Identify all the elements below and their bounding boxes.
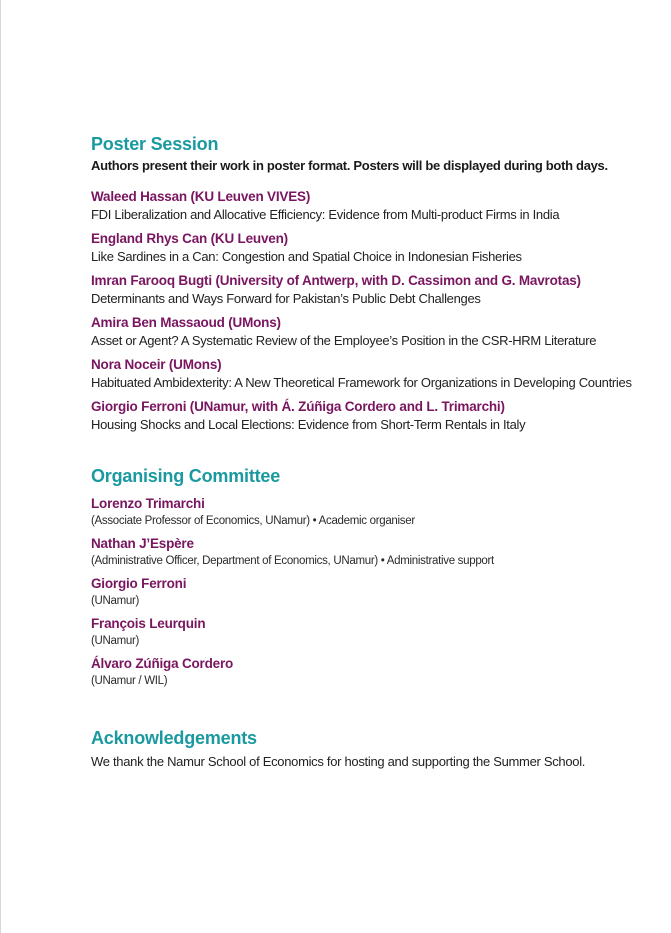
poster-title: Like Sardines in a Can: Congestion and Spatial Choice in Indonesian Fisheries [91, 249, 522, 264]
poster-author: England Rhys Can (KU Leuven) [91, 231, 288, 246]
committee-member [91, 534, 651, 569]
poster-author: Nora Noceir (UMons) [91, 357, 222, 372]
poster-entry [91, 397, 651, 434]
organising-committee-section [91, 465, 651, 689]
committee-member [91, 494, 651, 529]
poster-author: Waleed Hassan (KU Leuven VIVES) [91, 189, 311, 204]
poster-author: Giorgio Ferroni (UNamur, with Á. Zúñiga Cordero and L. Trimarchi) [91, 399, 505, 414]
acknowledgements-section [91, 727, 651, 771]
poster-entry [91, 355, 651, 392]
poster-title: Determinants and Ways Forward for Pakistan’s Public Debt Challenges [91, 291, 481, 306]
member-name: Giorgio Ferroni [91, 576, 187, 591]
organising-committee-heading: Organising Committee [91, 466, 281, 486]
committee-member [91, 574, 651, 609]
poster-session-intro: Authors present their work in poster format. Posters will be displayed during both days. [91, 158, 608, 173]
poster-entry [91, 187, 651, 224]
poster-entry [91, 229, 651, 266]
member-name: Lorenzo Trimarchi [91, 496, 205, 511]
committee-list [91, 494, 651, 689]
acknowledgements-heading: Acknowledgements [91, 728, 257, 748]
poster-list [91, 187, 651, 434]
member-name: François Leurquin [91, 616, 206, 631]
committee-member [91, 614, 651, 649]
poster-author: Amira Ben Massaoud (UMons) [91, 315, 281, 330]
member-name: Nathan J’Espère [91, 536, 194, 551]
member-role: (UNamur / WIL) [91, 675, 168, 687]
poster-author: Imran Farooq Bugti (University of Antwerp, with D. Cassimon and G. Mavrotas) [91, 273, 581, 288]
poster-entry [91, 271, 651, 308]
acknowledgements-text: We thank the Namur School of Economics for hosting and supporting the Summer School. [91, 754, 586, 769]
poster-session-heading: Poster Session [91, 134, 219, 154]
poster-title: Housing Shocks and Local Elections: Evidence from Short-Term Rentals in Italy [91, 417, 526, 432]
poster-session-section [91, 133, 651, 434]
poster-title: Asset or Agent? A Systematic Review of the Employee’s Position in the CSR-HRM Literature [91, 333, 597, 348]
page-edge [0, 0, 1, 933]
member-name: Álvaro Zúñiga Cordero [91, 656, 234, 671]
member-role: (UNamur) [91, 635, 140, 647]
poster-entry [91, 313, 651, 350]
member-role: (Administrative Officer, Department of Economics, UNamur) • Administrative support [91, 555, 494, 567]
committee-member [91, 654, 651, 689]
document-content [91, 133, 651, 771]
member-role: (UNamur) [91, 595, 140, 607]
member-role: (Associate Professor of Economics, UNamur) • Academic organiser [91, 515, 415, 527]
poster-title: Habituated Ambidexterity: A New Theoretical Framework for Organizations in Developing Countries [91, 375, 632, 390]
poster-title: FDI Liberalization and Allocative Efficiency: Evidence from Multi-product Firms in India [91, 207, 560, 222]
